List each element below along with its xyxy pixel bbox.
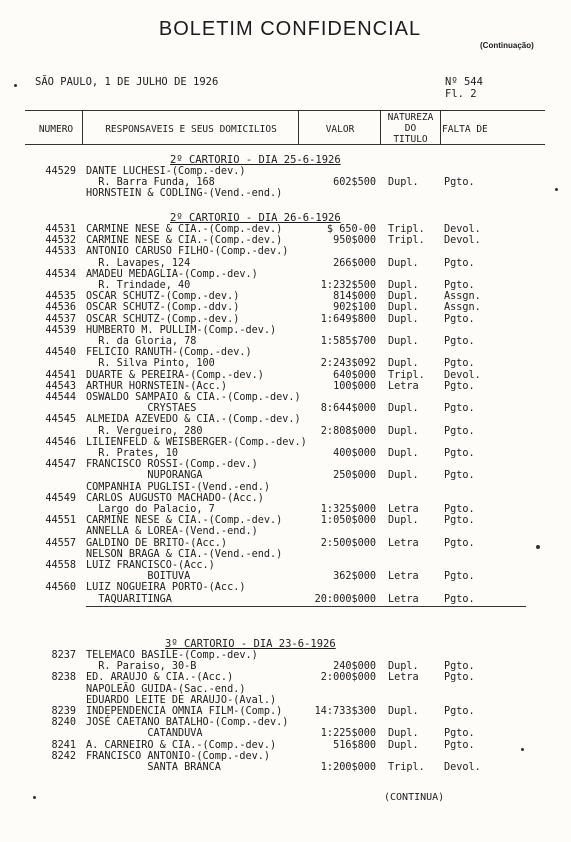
row-valor: 814$000 [333, 291, 376, 303]
col-divider-4 [440, 110, 441, 145]
row-natureza: Tripl. [388, 762, 425, 773]
table-row [0, 470, 571, 481]
table-row [0, 381, 571, 392]
row-number: 44529 [45, 166, 76, 177]
col-header-natureza-line2: DO [404, 123, 417, 134]
row-valor: 362$000 [333, 571, 376, 583]
row-number: 44560 [45, 582, 76, 594]
row-natureza: Letra [388, 380, 419, 392]
col-divider-2 [298, 110, 299, 145]
row-number: 44558 [45, 560, 76, 571]
row-natureza: Letra [388, 504, 419, 515]
table-row [0, 302, 571, 313]
row-falta: Pgto. [444, 571, 475, 583]
row-falta: Pgto. [444, 358, 475, 370]
row-valor: 266$000 [333, 257, 376, 269]
table-row [0, 650, 571, 661]
row-responsavel: CARLOS AUGUSTO MACHADO-(Acc.) [86, 492, 264, 504]
table-row [0, 246, 571, 257]
row-natureza: Dupl. [388, 661, 419, 673]
row-falta: Pgto. [444, 515, 475, 527]
row-responsavel: R. da Gloria, 78 [86, 336, 197, 347]
table-row [0, 459, 571, 470]
row-natureza: Dupl. [388, 257, 419, 269]
row-responsavel: CARMINE NESE & CIA.-(Comp.-dev.) [86, 235, 283, 247]
row-falta: Pgto. [444, 177, 475, 189]
section-title: 2º CARTORIO - DIA 26-6-1926 [170, 212, 341, 224]
table-row [0, 706, 571, 717]
row-responsavel: NUPORANGA [86, 470, 203, 482]
row-falta: Pgto. [444, 313, 475, 325]
table-row [0, 717, 571, 728]
table-row [0, 358, 571, 369]
row-valor: 1:232$500 [320, 280, 376, 291]
row-responsavel: EDUARDO LEITE DE ARAUJO-(Aval.) [86, 694, 277, 706]
table-row [0, 269, 571, 280]
row-responsavel: R. Lavapes, 124 [86, 257, 191, 269]
row-falta: Pgto. [444, 537, 475, 549]
continuation-label: (Continuação) [480, 41, 534, 50]
row-falta: Devol. [444, 762, 481, 773]
table-row [0, 493, 571, 504]
col-header-natureza-line1: NATUREZA [387, 112, 434, 123]
header-bottom-rule [25, 144, 545, 145]
section-title: 3º CARTORIO - DIA 23-6-1926 [165, 638, 336, 650]
row-natureza: Letra [388, 571, 419, 583]
print-speck [521, 748, 524, 751]
table-row [0, 762, 571, 773]
row-responsavel: OSCAR SCHUTZ-(Comp.-dev.) [86, 291, 240, 303]
print-speck [555, 188, 558, 191]
row-responsavel: ANNELLA & LOREA-(Vend.-end.) [86, 526, 258, 538]
row-responsavel: OSCAR SCHUTZ-(Comp.-dev.) [86, 313, 240, 325]
row-valor: 950$000 [333, 235, 376, 247]
row-valor: 20:000$000 [314, 593, 376, 605]
row-responsavel: LUIZ FRANCISCO-(Acc.) [86, 560, 215, 571]
table-row [0, 314, 571, 325]
row-number: 44543 [45, 380, 76, 392]
row-responsavel: FRANCISCO ANTONIO-(Comp.-dev.) [86, 750, 271, 762]
row-falta: Pgto. [444, 661, 475, 673]
row-valor: 2:000$000 [320, 672, 376, 684]
continua-label: (CONTINUA) [384, 792, 445, 803]
row-natureza: Dupl. [388, 706, 419, 717]
table-row [0, 188, 571, 199]
row-natureza: Dupl. [388, 403, 419, 415]
row-responsavel: SANTA BRANCA [86, 762, 221, 773]
col-header-natureza [381, 112, 440, 145]
row-number: 44546 [45, 436, 76, 448]
row-falta: Pgto. [444, 257, 475, 269]
row-falta: Pgto. [444, 706, 475, 717]
row-natureza: Letra [388, 672, 419, 684]
row-valor: 1:325$000 [320, 504, 376, 515]
row-responsavel: TELEMACO BASILE-(Comp.-dev.) [86, 650, 258, 661]
table-row [0, 526, 571, 537]
row-valor: 1:225$000 [320, 728, 376, 740]
row-valor: 640$000 [333, 369, 376, 381]
row-valor: $ 650-00 [326, 224, 376, 235]
row-responsavel: OSCAR SCHUTZ-(Comp.-ddv.) [86, 302, 240, 314]
bulletin-number: Nº 544 [445, 76, 483, 88]
table-row [0, 392, 571, 403]
row-number: 44549 [45, 492, 76, 504]
row-valor: 2:500$000 [320, 537, 376, 549]
row-falta: Devol. [444, 369, 481, 381]
table-row [0, 571, 571, 582]
row-number: 44534 [45, 268, 76, 280]
col-header-responsaveis: RESPONSAVEIS E SEUS DOMICILIOS [105, 124, 277, 135]
row-responsavel: R. Trindade, 40 [86, 280, 191, 291]
row-natureza: Dupl. [388, 291, 419, 303]
header-top-rule [25, 110, 545, 111]
row-falta: Pgto. [444, 336, 475, 347]
row-falta: Pgto. [444, 504, 475, 515]
table-row [0, 370, 571, 381]
row-number: 8238 [51, 672, 76, 684]
col-divider-1 [82, 110, 83, 145]
row-natureza: Dupl. [388, 313, 419, 325]
table-row [0, 177, 571, 188]
row-falta: Assgn. [444, 302, 481, 314]
row-falta: Pgto. [444, 280, 475, 291]
table-row [0, 426, 571, 437]
row-valor: 14:733$300 [314, 706, 376, 717]
row-responsavel: A. CARNEIRO & CIA.-(Comp.-dev.) [86, 739, 277, 751]
row-natureza: Dupl. [388, 302, 419, 314]
row-natureza: Letra [388, 593, 419, 605]
table-row [0, 325, 571, 336]
row-valor: 250$000 [333, 470, 376, 482]
row-falta: Pgto. [444, 739, 475, 751]
row-number: 8237 [51, 650, 76, 661]
row-responsavel: INDEPENDENCIA OMNIA FILM-(Comp.) [86, 706, 283, 717]
print-speck [14, 84, 17, 87]
section-title: 2º CARTORIO - DIA 25-6-1926 [170, 154, 341, 166]
row-natureza: Dupl. [388, 448, 419, 459]
table-row [0, 661, 571, 672]
row-valor: 8:644$000 [320, 403, 376, 415]
row-valor: 1:200$000 [320, 762, 376, 773]
col-header-valor: VALOR [325, 124, 355, 135]
row-responsavel: HORNSTEIN & CODLING-(Vend.-end.) [86, 188, 283, 200]
row-number: 44535 [45, 291, 76, 303]
row-valor: 1:050$000 [320, 515, 376, 527]
row-number: 44532 [45, 235, 76, 247]
table-row [0, 166, 571, 177]
row-valor: 100$000 [333, 380, 376, 392]
row-natureza: Dupl. [388, 425, 419, 437]
row-number: 44540 [45, 347, 76, 359]
row-responsavel: NELSON BRAGA & CIA.-(Vend.-end.) [86, 548, 283, 560]
row-number: 8242 [51, 750, 76, 762]
table-row [0, 414, 571, 425]
row-falta: Devol. [444, 235, 481, 247]
row-falta: Pgto. [444, 380, 475, 392]
col-header-numero: NUMERO [38, 124, 74, 135]
row-number: 44551 [45, 515, 76, 527]
table-row [0, 582, 571, 593]
row-number: 44545 [45, 414, 76, 426]
row-responsavel: FRANCISCO ROSSI-(Comp.-dev.) [86, 459, 258, 471]
table-row [0, 504, 571, 515]
row-natureza: Letra [388, 537, 419, 549]
row-natureza: Dupl. [388, 358, 419, 370]
row-valor: 516$800 [333, 739, 376, 751]
row-responsavel: ED. ARAUJO & CIA.-(Acc.) [86, 672, 234, 684]
section-end-rule [86, 606, 526, 607]
row-number: 44536 [45, 302, 76, 314]
row-natureza: Dupl. [388, 728, 419, 740]
row-natureza: Dupl. [388, 280, 419, 291]
table-row [0, 448, 571, 459]
row-falta: Pgto. [444, 403, 475, 415]
row-falta: Pgto. [444, 425, 475, 437]
table-row [0, 235, 571, 246]
row-valor: 2:808$000 [320, 425, 376, 437]
row-responsavel: LUIZ NOGUEIRA PORTO-(Acc.) [86, 582, 246, 594]
table-row [0, 258, 571, 269]
col-header-natureza-line3: TITULO [393, 134, 428, 145]
row-responsavel: JOSÉ CAETANO BATALHO-(Comp.-dev.) [86, 717, 289, 729]
table-row [0, 740, 571, 751]
row-number: 8241 [51, 739, 76, 751]
table-row [0, 280, 571, 291]
document-title: BOLETIM CONFIDENCIAL [158, 18, 422, 40]
table-row [0, 347, 571, 358]
row-natureza: Tripl. [388, 369, 425, 381]
row-falta: Pgto. [444, 448, 475, 459]
row-number: 44544 [45, 392, 76, 403]
row-responsavel: TAQUARITINGA [86, 593, 172, 605]
row-valor: 1:649$800 [320, 313, 376, 325]
row-responsavel: HUMBERTO M. PULLIM-(Comp.-dev.) [86, 324, 277, 336]
row-falta: Assgn. [444, 291, 481, 303]
row-responsavel: R. Paraiso, 30-B [86, 661, 197, 673]
table-row [0, 695, 571, 706]
row-responsavel: ANTONIO CARUSO FILHO-(Comp.-dev.) [86, 246, 289, 258]
row-number: 8239 [51, 706, 76, 717]
table-row [0, 515, 571, 526]
row-natureza: Dupl. [388, 470, 419, 482]
row-responsavel: ARTHUR HORNSTEIN-(Acc.) [86, 380, 228, 392]
col-header-falta: FALTA DE [442, 124, 488, 135]
row-responsavel: ALMEIDA AZEVEDO & CIA.-(Comp.-dev.) [86, 414, 301, 426]
row-natureza: Dupl. [388, 177, 419, 189]
row-falta: Pgto. [444, 728, 475, 740]
place-date: SÃO PAULO, 1 DE JULHO DE 1926 [35, 76, 219, 88]
row-valor: 1:585$700 [320, 336, 376, 347]
table-row [0, 403, 571, 414]
row-valor: 902$100 [333, 302, 376, 314]
table-row [0, 560, 571, 571]
table-row [0, 224, 571, 235]
row-responsavel: DUARTE & PEREIRA-(Comp.-dev.) [86, 369, 264, 381]
row-responsavel: CARMINE NESE & CIA.-(Comp.-dev.) [86, 515, 283, 527]
row-number: 44557 [45, 537, 76, 549]
row-natureza: Tripl. [388, 235, 425, 247]
row-responsavel: Largo do Palacio, 7 [86, 504, 215, 515]
bulletin-number-block [445, 76, 483, 100]
row-falta: Pgto. [444, 470, 475, 482]
table-row [0, 538, 571, 549]
print-speck [33, 796, 36, 799]
row-valor: 240$000 [333, 661, 376, 673]
row-falta: Devol. [444, 224, 481, 235]
row-number: 44533 [45, 246, 76, 258]
row-responsavel: CATANDUVA [86, 728, 203, 740]
row-responsavel: COMPANHIA PUGLISI-(Vend.-end.) [86, 481, 271, 493]
row-responsavel: BOITUVA [86, 571, 191, 583]
row-number: 44531 [45, 224, 76, 235]
row-number: 44541 [45, 369, 76, 381]
row-natureza: Dupl. [388, 336, 419, 347]
row-natureza: Dupl. [388, 739, 419, 751]
row-valor: 602$500 [333, 177, 376, 189]
row-responsavel: CARMINE NESE & CIA.-(Comp.-dev.) [86, 224, 283, 235]
row-responsavel: AMADEU MEDAGLIA-(Comp.-dev.) [86, 268, 258, 280]
row-number: 44537 [45, 313, 76, 325]
row-natureza: Dupl. [388, 515, 419, 527]
table-row [0, 291, 571, 302]
row-number: 44539 [45, 324, 76, 336]
row-number: 44547 [45, 459, 76, 471]
table-row [0, 594, 571, 605]
table-row [0, 728, 571, 739]
row-responsavel: R. Prates, 10 [86, 448, 179, 459]
row-valor: 400$000 [333, 448, 376, 459]
row-falta: Pgto. [444, 672, 475, 684]
table-row [0, 336, 571, 347]
table-row [0, 684, 571, 695]
row-responsavel: GALDINO DE BRITO-(Acc.) [86, 537, 228, 549]
sheet-number: Fl. 2 [445, 88, 477, 100]
row-responsavel: FELICIO RANUTH-(Comp.-dev.) [86, 347, 252, 359]
table-row [0, 549, 571, 560]
row-falta: Pgto. [444, 593, 475, 605]
table-row [0, 751, 571, 762]
row-responsavel: DANTE LUCHESI-(Comp.-dev.) [86, 166, 246, 177]
print-speck [536, 545, 540, 549]
row-responsavel: R. Vergueiro, 280 [86, 425, 203, 437]
row-responsavel: CRYSTAES [86, 403, 197, 415]
table-row [0, 672, 571, 683]
row-responsavel: LILIENFELD & WEISBERGER-(Comp.-dev.) [86, 436, 307, 448]
row-responsavel: R. Silva Pinto, 100 [86, 358, 215, 370]
row-responsavel: OSWALDO SAMPAIO & CIA.-(Comp.-dev.) [86, 392, 301, 403]
row-responsavel: NAPOLEÃO GUIDA-(Sac.-end.) [86, 683, 246, 695]
table-row [0, 482, 571, 493]
row-natureza: Tripl. [388, 224, 425, 235]
row-responsavel: R. Barra Funda, 168 [86, 177, 215, 189]
row-valor: 2:243$092 [320, 358, 376, 370]
row-number: 8240 [51, 717, 76, 729]
table-row [0, 437, 571, 448]
